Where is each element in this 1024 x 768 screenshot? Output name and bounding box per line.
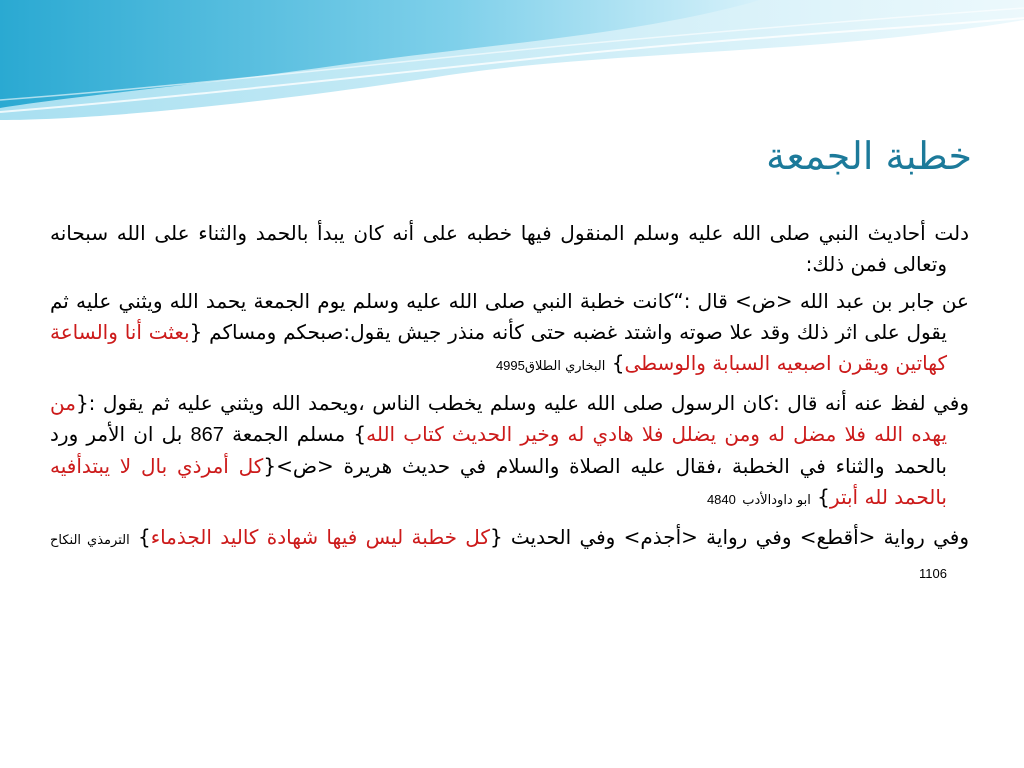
hadith-quote: بعثت أنا والساعة كهاتين ويقرن اصبعيه السبابة والوسطى: [50, 320, 947, 375]
hadith-lead-text: وفي لفظ عنه أنه قال :كان الرسول صلى الله عليه وسلم يخطب الناس ،ويحمد الله ويثني عليه ثم يقول :{: [75, 391, 969, 415]
hadith-source: البخاري الطلاق: [524, 359, 606, 374]
hadith-number: 1106: [919, 566, 947, 581]
hadith-mid-text: } مسلم الجمعة: [223, 422, 367, 446]
quote-close: }: [810, 485, 830, 509]
paragraph-intro: [50, 218, 969, 280]
hadith-number: 867: [190, 424, 224, 446]
hadith-quote: كل خطبة ليس فيها شهادة كاليد الجذماء: [150, 525, 490, 549]
paragraph-muslim-hadith: [50, 388, 969, 516]
hadith-source: الترمذي النكاح: [50, 533, 130, 548]
paragraph-jabir-hadith: [50, 286, 969, 382]
hadith-source: ابو داودالأدب: [742, 493, 811, 508]
hadith-mid-text: بل ان الأمر ورد بالحمد والثناء في الخطبة ،فقال عليه الصلاة والسلام في حديث هريرة <ض>{: [50, 422, 948, 478]
quote-close: }: [605, 351, 625, 375]
quote-close: }: [129, 525, 151, 549]
hadith-lead-text: عن جابر بن عبد الله <ض> قال :“كانت خطبة النبي صلى الله عليه وسلم يوم الجمعة يحمد الله ويثني عليه ثم يقول على اثر ذلك وقد علا صوته واشتد غضبه حتى كأنه منذر جيش يقول:صبحكم ومساكم {: [50, 289, 969, 344]
hadith-number: 4995: [495, 358, 525, 373]
intro-text: دلت أحاديث النبي صلى الله عليه وسلم المنقول فيها خطبه على أنه كان يبدأ بالحمد والثناء على الله سبحانه وتعالى فمن ذلك:: [50, 221, 969, 276]
hadith-number: 4840: [706, 492, 736, 507]
header-wave-decoration: [0, 0, 1024, 140]
hadith-lead-text: وفي رواية <أقطع> وفي رواية <أجذم> وفي الحديث {: [489, 525, 969, 549]
slide-body: [50, 218, 969, 595]
paragraph-tirmidhi-hadith: [50, 522, 969, 589]
slide-title: خطبة الجمعة: [766, 134, 972, 178]
hadith-quote: كل أمرذي بال لا يبتدأفيه بالحمد لله أبتر: [50, 454, 947, 509]
hadith-quote: من يهده الله فلا مضل له ومن يضلل فلا هادي له وخير الحديث كتاب الله: [50, 391, 948, 446]
